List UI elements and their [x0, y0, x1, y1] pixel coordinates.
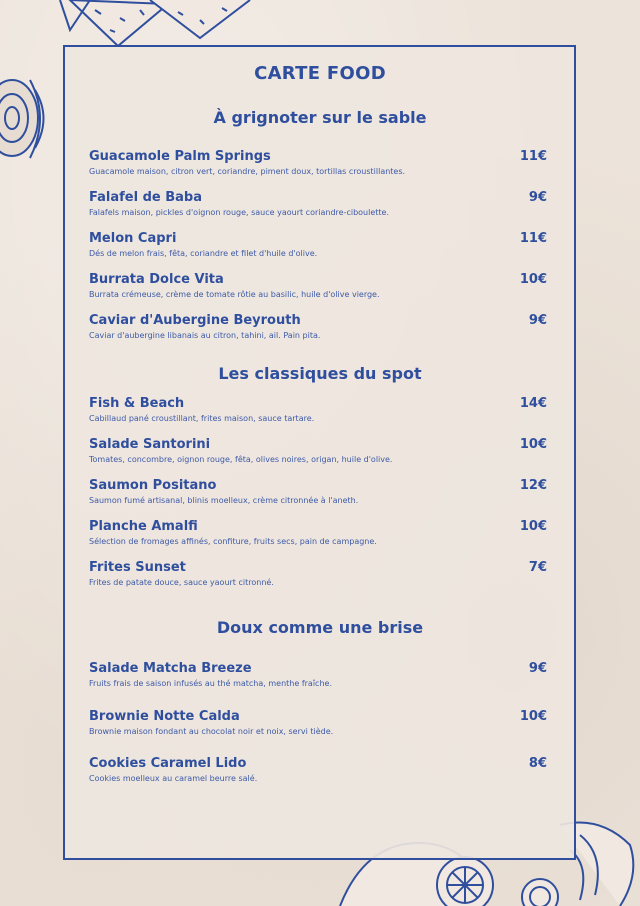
- item-price: 12€: [519, 478, 547, 493]
- menu-item: [89, 272, 547, 300]
- item-name: Planche Amalfi: [89, 519, 198, 534]
- item-name: Guacamole Palm Springs: [89, 149, 271, 164]
- menu-item: [89, 519, 547, 547]
- section-title-classics: Les classiques du spot: [218, 364, 422, 383]
- item-price: 7€: [528, 560, 547, 575]
- item-name: Salade Santorini: [89, 437, 211, 452]
- item-price: 9€: [528, 190, 547, 205]
- item-name: Salade Matcha Breeze: [89, 661, 252, 676]
- item-name: Brownie Notte Calda: [89, 709, 240, 724]
- item-name: Frites Sunset: [89, 560, 186, 575]
- section-title-snacks: À grignoter sur le sable: [213, 108, 427, 127]
- item-price: 10€: [519, 519, 547, 534]
- item-name: Melon Capri: [89, 231, 177, 246]
- section-title-desserts: Doux comme une brise: [216, 618, 424, 637]
- item-price: 10€: [519, 272, 547, 287]
- item-price: 11€: [519, 149, 547, 164]
- item-description: Dés de melon frais, fêta, coriandre et filet d'huile d'olive.: [89, 249, 318, 258]
- menu-item: [89, 190, 547, 218]
- item-name: Saumon Positano: [89, 478, 217, 493]
- item-price: 9€: [528, 313, 547, 328]
- item-name: Burrata Dolce Vita: [89, 272, 224, 287]
- menu-item: [89, 396, 547, 424]
- item-description: Cabillaud pané croustillant, frites maison, sauce tartare.: [89, 414, 315, 423]
- item-price: 10€: [519, 437, 547, 452]
- menu-item: [89, 149, 547, 177]
- item-price: 14€: [519, 396, 547, 411]
- item-description: Caviar d'aubergine libanais au citron, tahini, ail. Pain pita.: [89, 331, 321, 340]
- item-description: Guacamole maison, citron vert, coriandre, piment doux, tortillas croustillantes.: [89, 167, 406, 176]
- item-price: 10€: [519, 709, 547, 724]
- menu-item: [89, 756, 547, 784]
- item-name: Caviar d'Aubergine Beyrouth: [89, 313, 301, 328]
- item-name: Fish & Beach: [89, 396, 185, 411]
- menu-item: [89, 231, 547, 259]
- menu-item: [89, 560, 547, 588]
- item-price: 8€: [528, 756, 547, 771]
- menu-title: CARTE FOOD: [254, 63, 386, 84]
- item-description: Burrata crémeuse, crème de tomate rôtie au basilic, huile d'olive vierge.: [89, 290, 380, 299]
- menu-item: [89, 709, 547, 737]
- item-description: Falafels maison, pickles d'oignon rouge, sauce yaourt coriandre-ciboulette.: [89, 208, 390, 217]
- item-description: Cookies moelleux au caramel beurre salé.: [89, 774, 258, 783]
- item-description: Frites de patate douce, sauce yaourt citronné.: [89, 578, 274, 587]
- menu-item: [89, 437, 547, 465]
- menu-item: [89, 313, 547, 341]
- item-description: Fruits frais de saison infusés au thé matcha, menthe fraîche.: [89, 679, 332, 688]
- item-price: 9€: [528, 661, 547, 676]
- item-description: Saumon fumé artisanal, blinis moelleux, crème citronnée à l'aneth.: [89, 496, 359, 505]
- item-price: 11€: [519, 231, 547, 246]
- item-name: Falafel de Baba: [89, 190, 202, 205]
- item-description: Tomates, concombre, oignon rouge, fêta, olives noires, origan, huile d'olive.: [89, 455, 393, 464]
- menu-item: [89, 478, 547, 506]
- item-description: Brownie maison fondant au chocolat noir et noix, servi tiède.: [89, 727, 334, 736]
- item-name: Cookies Caramel Lido: [89, 756, 247, 771]
- item-description: Sélection de fromages affinés, confiture, fruits secs, pain de campagne.: [89, 537, 377, 546]
- menu-item: [89, 661, 547, 689]
